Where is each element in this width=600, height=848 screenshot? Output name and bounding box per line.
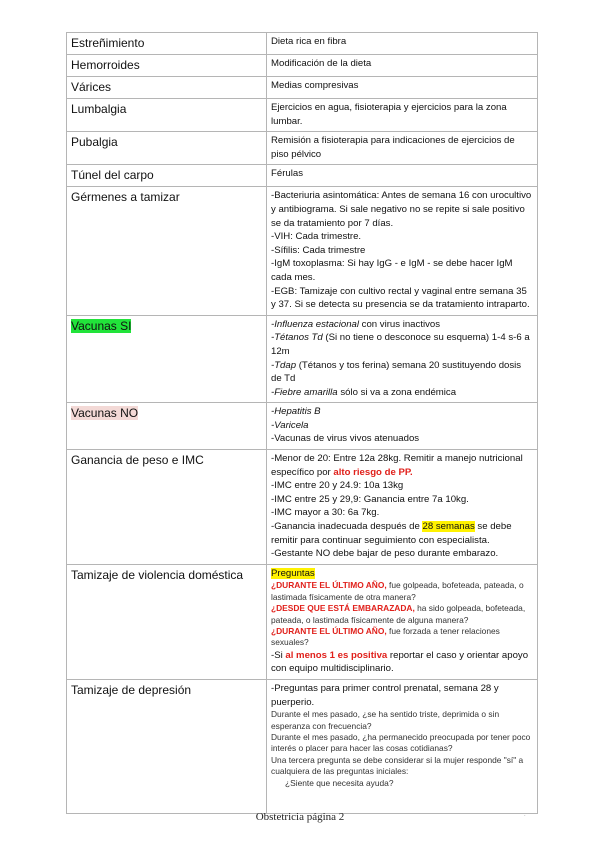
row-label: Hemorroides xyxy=(67,55,267,77)
table-row xyxy=(67,77,538,99)
table-row xyxy=(67,450,538,565)
row-label: Pubalgia xyxy=(67,132,267,165)
red-emphasis: al menos 1 es positiva xyxy=(285,649,388,661)
row-value: -Influenza estacional con virus inactivos -Tétanos Td (Si no tiene o desconoce su esquema) 1-4 s-6 a 12m -Tdap (Tétanos y tos ferina) semana 20 sustituyendo dosis de Td -Fiebre amarilla sólo si va a zona endémica xyxy=(267,315,538,403)
row-value: Preguntas ¿DURANTE EL ÚLTIMO AÑO, fue golpeada, bofeteada, pateada, o lastimada físicamente de otra manera? ¿DESDE QUE ESTÁ EMBARAZADA, ha sido golpeada, bofeteada, pateada, o lastimada físicamente de alguna manera? ¿DURANTE EL ÚLTIMO AÑO, fue forzada a tener relaciones sexuales? -Si al menos 1 es positiva reportar el caso y orientar apoyo con equipo multidisciplinario. xyxy=(267,564,538,679)
row-label xyxy=(67,403,267,450)
row-label: Tamizaje de violencia doméstica xyxy=(67,564,267,679)
table-row xyxy=(67,403,538,450)
row-value: -Hepatitis B -Varicela -Vacunas de virus vivos atenuados xyxy=(267,403,538,450)
row-value: -Menor de 20: Entre 12a 28kg. Remitir a manejo nutricional específico por alto riesgo de PP. -IMC entre 20 y 24.9: 10a 13kg -IMC entre 25 y 29,9: Ganancia entre 7a 10kg. -IMC mayor a 30: 6a 7kg. -Ganancia inadecuada después de 28 semanas se debe remitir para continuar seguimiento con especialista. -Gestante NO debe bajar de peso durante embarazo. xyxy=(267,450,538,565)
table-row xyxy=(67,564,538,679)
row-value: Medias compresivas xyxy=(267,77,538,99)
row-label: Lumbalgia xyxy=(67,99,267,132)
table-row xyxy=(67,187,538,315)
highlight-green: Vacunas SI xyxy=(71,318,132,333)
row-value: Modificación de la dieta xyxy=(267,55,538,77)
row-value: Remisión a fisioterapia para indicaciones de ejercicios de piso pélvico xyxy=(267,132,538,165)
table-row xyxy=(67,33,538,55)
table-row xyxy=(67,315,538,403)
table-row xyxy=(67,680,538,814)
row-label: Túnel del carpo xyxy=(67,165,267,187)
highlight-yellow: Preguntas xyxy=(271,567,315,579)
row-label: Ganancia de peso e IMC xyxy=(67,450,267,565)
row-label: Tamizaje de depresión xyxy=(67,680,267,814)
row-value: Dieta rica en fibra xyxy=(267,33,538,55)
table-row xyxy=(67,132,538,165)
row-label: Gérmenes a tamizar xyxy=(67,187,267,315)
row-value: -Bacteriuria asintomática: Antes de semana 16 con urocultivo y antibiograma. Si sale negativo no se repite si sale positivo se da tratamiento por 7 días. -VIH: Cada trimestre. -Sífilis: Cada trimestre -IgM toxoplasma: Si hay IgG - e IgM - se debe hacer IgM cada mes. -EGB: Tamizaje con cultivo rectal y vaginal entre semana 35 y 37. Si se detecta su presencia se da tratamiento intraparto. xyxy=(267,187,538,315)
corner-mark: . xyxy=(524,812,526,818)
row-value: Férulas xyxy=(267,165,538,187)
highlight-pink: Vacunas NO xyxy=(71,406,139,421)
row-label: Várices xyxy=(67,77,267,99)
row-value: -Preguntas para primer control prenatal, semana 28 y puerperio. Durante el mes pasado, ¿se ha sentido triste, deprimida o sin esperanza con frecuencia? Durante el mes pasado, ¿ha permanecido preocupada por tener poco interés o placer para hacer las cosas cotidianas? Una tercera pregunta se debe considerar si la mujer responde "sí" a cualquiera de las preguntas iniciales: ¿Siente que necesita ayuda? xyxy=(267,680,538,814)
notes-table xyxy=(66,32,538,814)
row-label: Estreñimiento xyxy=(67,33,267,55)
risk-text: alto riesgo de PP. xyxy=(333,466,413,478)
page-footer: Obstetricia página 2 xyxy=(255,811,345,823)
highlight-yellow: 28 semanas xyxy=(422,521,475,533)
table-row xyxy=(67,165,538,187)
row-label xyxy=(67,315,267,403)
table-row xyxy=(67,55,538,77)
table-row xyxy=(67,99,538,132)
row-value: Ejercicios en agua, fisioterapia y ejercicios para la zona lumbar. xyxy=(267,99,538,132)
